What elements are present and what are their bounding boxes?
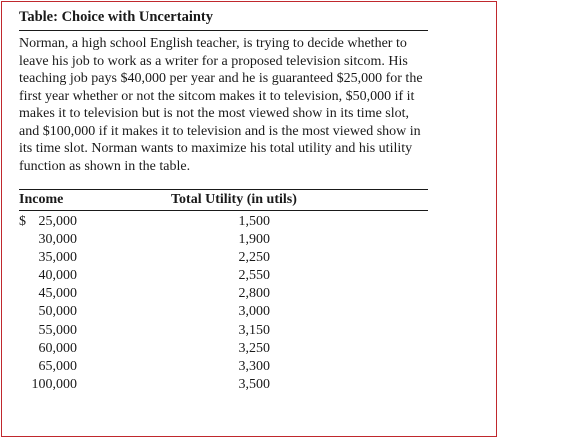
utility-value: 3,000 <box>238 304 270 320</box>
income-value: 30,000 <box>38 232 77 248</box>
table-row <box>19 322 428 340</box>
income-cell <box>19 376 77 394</box>
table-title: Table: Choice with Uncertainty <box>19 8 428 31</box>
income-value: 60,000 <box>38 340 77 356</box>
utility-value: 1,900 <box>238 232 270 248</box>
income-cell <box>19 303 77 321</box>
utility-value: 2,250 <box>238 250 270 266</box>
table-row <box>19 231 428 249</box>
table-row <box>19 285 428 303</box>
income-cell <box>19 285 77 303</box>
income-value: 40,000 <box>38 268 77 284</box>
table-row <box>19 303 428 321</box>
income-value: 45,000 <box>38 286 77 302</box>
utility-value: 2,550 <box>238 268 270 284</box>
table-body <box>19 213 428 394</box>
income-cell <box>19 231 77 249</box>
utility-column-header: Total Utility (in utils) <box>171 192 297 207</box>
income-value: 35,000 <box>38 250 77 266</box>
currency-sign <box>19 231 29 249</box>
income-cell <box>19 322 77 340</box>
income-cell <box>19 249 77 267</box>
currency-sign <box>19 376 29 394</box>
table-row <box>19 358 428 376</box>
utility-value: 3,500 <box>238 376 270 392</box>
table-row <box>19 213 428 231</box>
income-cell <box>19 213 77 231</box>
utility-value: 3,250 <box>238 340 270 356</box>
table-row <box>19 249 428 267</box>
currency-sign <box>19 358 29 376</box>
currency-sign <box>19 285 29 303</box>
income-cell <box>19 340 77 358</box>
income-value: 55,000 <box>38 322 77 338</box>
income-value: 65,000 <box>38 358 77 374</box>
income-cell <box>19 358 77 376</box>
table-description: Norman, a high school English teacher, is trying to decide whether to leave his job to work as a writer for a proposed television sitcom. His teaching job pays $40,000 per year and he is guaranteed $25,000 for the first year whether or not the sitcom makes it to television, $50,000 if it makes it to television but is not the most viewed show in its time slot, and $100,000 if it makes it to television and is the most viewed show in its time slot. Norman wants to maximize his total utility and his utility function as shown in the table. <box>19 36 423 174</box>
currency-sign <box>19 340 29 358</box>
table-card <box>19 8 428 394</box>
utility-value: 2,800 <box>238 286 270 302</box>
table-row <box>19 340 428 358</box>
income-value: 100,000 <box>31 376 77 392</box>
income-value: 25,000 <box>38 214 77 229</box>
income-column-header: Income <box>19 192 64 207</box>
table-row <box>19 376 428 394</box>
utility-table <box>19 189 428 394</box>
currency-sign: $ <box>19 214 26 229</box>
income-cell <box>19 267 77 285</box>
currency-sign <box>19 322 29 340</box>
utility-value: 3,150 <box>238 322 270 338</box>
currency-sign <box>19 267 29 285</box>
currency-sign <box>19 303 29 321</box>
currency-sign <box>19 249 29 267</box>
table-row <box>19 267 428 285</box>
income-value: 50,000 <box>38 304 77 320</box>
utility-value: 1,500 <box>238 214 270 229</box>
utility-value: 3,300 <box>238 358 270 374</box>
table-header-row <box>19 190 428 211</box>
